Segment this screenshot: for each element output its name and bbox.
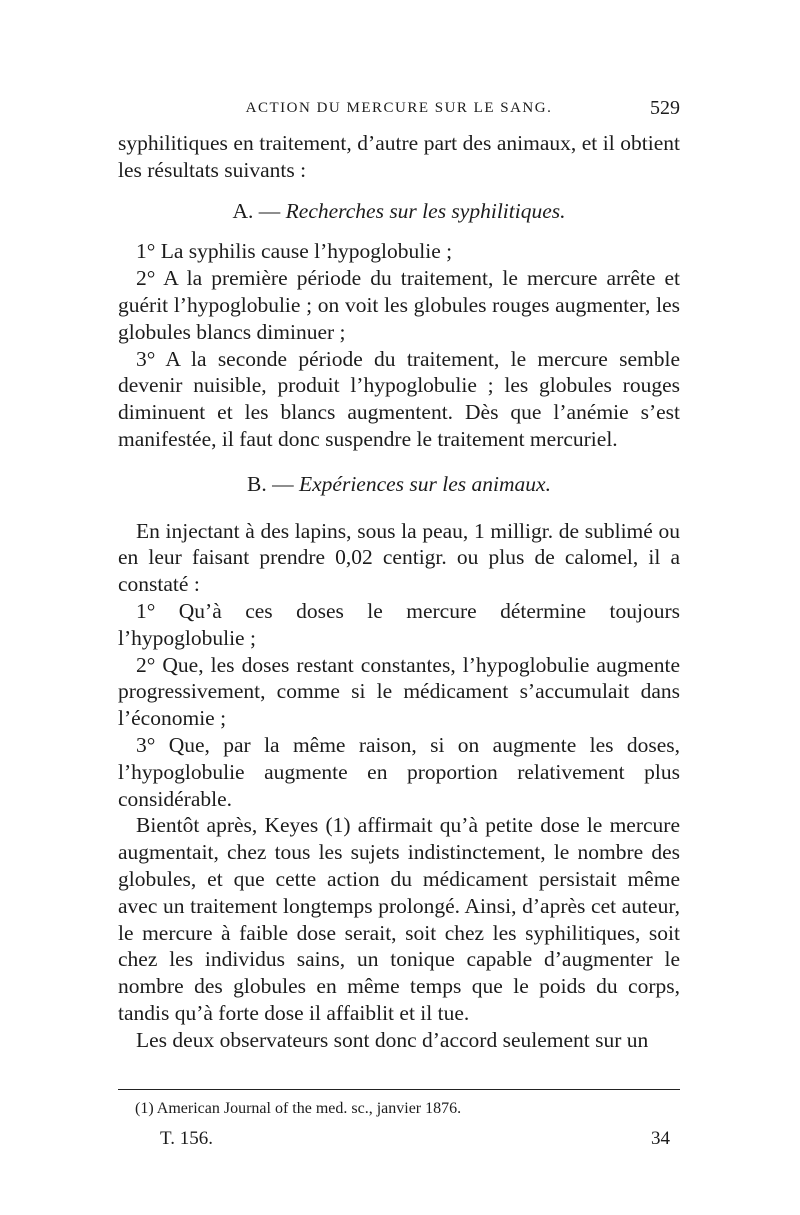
paragraph-last: Les deux observateurs sont donc d’accord seulement sur un	[136, 1027, 649, 1052]
paragraph-experiments: En injectant à des lapins, sous la peau, 1 milligr. de sublimé ou en leur faisant prendre 0,02 centigr. ou plus de calomel, il a constaté :	[118, 518, 680, 597]
list-item-a3: 3° A la seconde période du traitement, le mercure semble devenir nuisible, produit l’hypoglobulie ; les globules rouges diminuent et les blancs augmentent. Dès que l’anémie s’est manifestée, il faut donc suspendre le traitement mercuriel.	[118, 346, 680, 451]
footnote: (1) American Journal of the med. sc., janvier 1876.	[135, 1100, 462, 1117]
section-b-title: Expériences sur les animaux.	[299, 471, 551, 496]
body-text	[118, 130, 680, 1054]
section-b-prefix: B. —	[247, 471, 294, 496]
list-item-b3: 3° Que, par la même raison, si on augmente les doses, l’hypoglobulie augmente en proportion relativement plus considérable.	[118, 732, 680, 811]
intro-paragraph: syphilitiques en traitement, d’autre part des animaux, et il obtient les résultats suivants :	[118, 131, 680, 182]
section-a-prefix: A. —	[232, 198, 281, 223]
list-item-b1: 1° Qu’à ces doses le mercure détermine toujours l’hypoglobulie ;	[118, 598, 680, 650]
list-item-b2: 2° Que, les doses restant constantes, l’hypoglobulie augmente progressivement, comme si le médicament s’accumulait dans l’économie ;	[118, 652, 680, 731]
section-a-title: Recherches sur les syphilitiques.	[285, 198, 566, 223]
paragraph-keyes: Bientôt après, Keyes (1) affirmait qu’à petite dose le mercure augmentait, chez tous les sujets indistinctement, le nombre des globules, et que cette action du médicament persistait même avec un traitement longtemps prolongé. Ainsi, d’après cet auteur, le mercure à faible dose serait, soit chez les syphilitiques, soit chez les individus sains, un tonique capable d’augmenter le nombre des globules en même temps que le poids du corps, tandis qu’à forte dose il affaiblit et il tue.	[118, 813, 680, 1025]
running-title: ACTION DU MERCURE SUR LE SANG.	[245, 100, 553, 116]
page-header	[118, 97, 680, 124]
signature-volume: T. 156.	[160, 1128, 213, 1149]
page-number: 529	[650, 97, 680, 119]
footnote-rule	[118, 1089, 680, 1090]
list-item-a1: 1° La syphilis cause l’hypoglobulie ;	[136, 239, 453, 264]
signature-sheet: 34	[651, 1128, 670, 1149]
section-a-heading	[118, 198, 680, 225]
section-b-heading	[118, 471, 680, 498]
list-item-a2: 2° A la première période du traitement, le mercure arrête et guérit l’hypoglobulie ; on voit les globules rouges augmenter, les globules blancs diminuer ;	[118, 266, 680, 344]
